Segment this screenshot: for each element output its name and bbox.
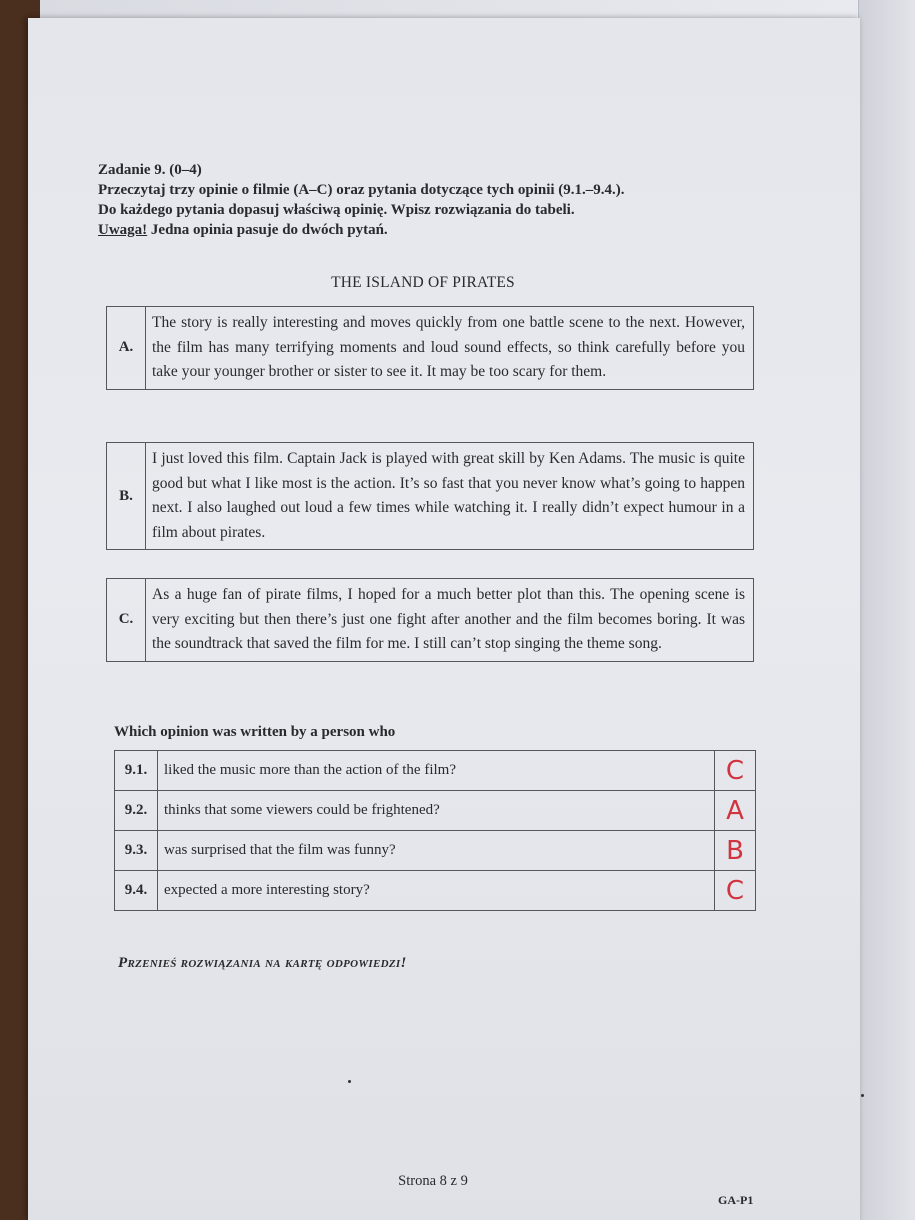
exam-page bbox=[28, 18, 860, 1220]
answer-cell[interactable]: A bbox=[715, 791, 756, 831]
opinion-c bbox=[106, 578, 754, 662]
task-number: Zadanie 9. (0–4) bbox=[98, 162, 202, 178]
stray-mark bbox=[861, 1094, 864, 1097]
opinion-b bbox=[106, 442, 754, 550]
task-header bbox=[98, 160, 768, 240]
answer-cell[interactable]: B bbox=[715, 831, 756, 871]
question-number: 9.4. bbox=[115, 871, 158, 911]
table-row bbox=[115, 871, 756, 911]
question-text: expected a more interesting story? bbox=[158, 871, 715, 911]
opinion-text: As a huge fan of pirate films, I hoped for a much better plot than this. The opening scene is very exciting but then there’s just one fight after another and the film becomes boring. It was the soundtrack that saved the film for me. I still can’t stop singing the theme song. bbox=[152, 586, 745, 652]
table-row bbox=[115, 831, 756, 871]
question-number: 9.2. bbox=[115, 791, 158, 831]
question-text: was surprised that the film was funny? bbox=[158, 831, 715, 871]
opinion-letter: A. bbox=[107, 307, 146, 389]
question-number: 9.1. bbox=[115, 751, 158, 791]
question-text: thinks that some viewers could be frightened? bbox=[158, 791, 715, 831]
task-instruction-2: Do każdego pytania dopasuj właściwą opinię. Wpisz rozwiązania do tabeli. bbox=[98, 202, 575, 218]
opinion-letter: C. bbox=[107, 579, 146, 661]
opinion-letter: B. bbox=[107, 443, 146, 549]
questions-heading: Which opinion was written by a person who bbox=[114, 724, 396, 740]
answer-cell[interactable]: C bbox=[715, 751, 756, 791]
transfer-note: Przenieś rozwiązania na kartę odpowiedzi! bbox=[118, 955, 407, 971]
question-number: 9.3. bbox=[115, 831, 158, 871]
table-row bbox=[115, 751, 756, 791]
exam-code: GA-P1 bbox=[718, 1193, 754, 1207]
note-label: Uwaga! bbox=[98, 222, 148, 238]
opinion-a bbox=[106, 306, 754, 390]
opinion-text: The story is really interesting and moves quickly from one battle scene to the next. However, the film has many terrifying moments and loud sound effects, so think carefully before you take your younger brother or sister to see it. It may be too scary for them. bbox=[152, 314, 745, 380]
answers-table bbox=[114, 750, 756, 911]
table-row bbox=[115, 791, 756, 831]
answer-cell[interactable]: C bbox=[715, 871, 756, 911]
back-sheet-edge bbox=[858, 0, 915, 1220]
question-text: liked the music more than the action of the film? bbox=[158, 751, 715, 791]
stray-mark bbox=[348, 1080, 351, 1083]
page-number: Strona 8 z 9 bbox=[398, 1173, 468, 1189]
opinion-text: I just loved this film. Captain Jack is played with great skill by Ken Adams. The music is quite good but what I like most is the action. It’s so fast that you never know what’s going to happen next. I also laughed out loud a few times while watching it. I really didn’t expect humour in a film about pirates. bbox=[152, 450, 745, 541]
note-text: Jedna opinia pasuje do dwóch pytań. bbox=[147, 222, 388, 238]
task-note bbox=[98, 220, 768, 240]
film-title: THE ISLAND OF PIRATES bbox=[331, 274, 515, 291]
task-instruction-1: Przeczytaj trzy opinie o filmie (A–C) oraz pytania dotyczące tych opinii (9.1.–9.4.). bbox=[98, 182, 625, 198]
